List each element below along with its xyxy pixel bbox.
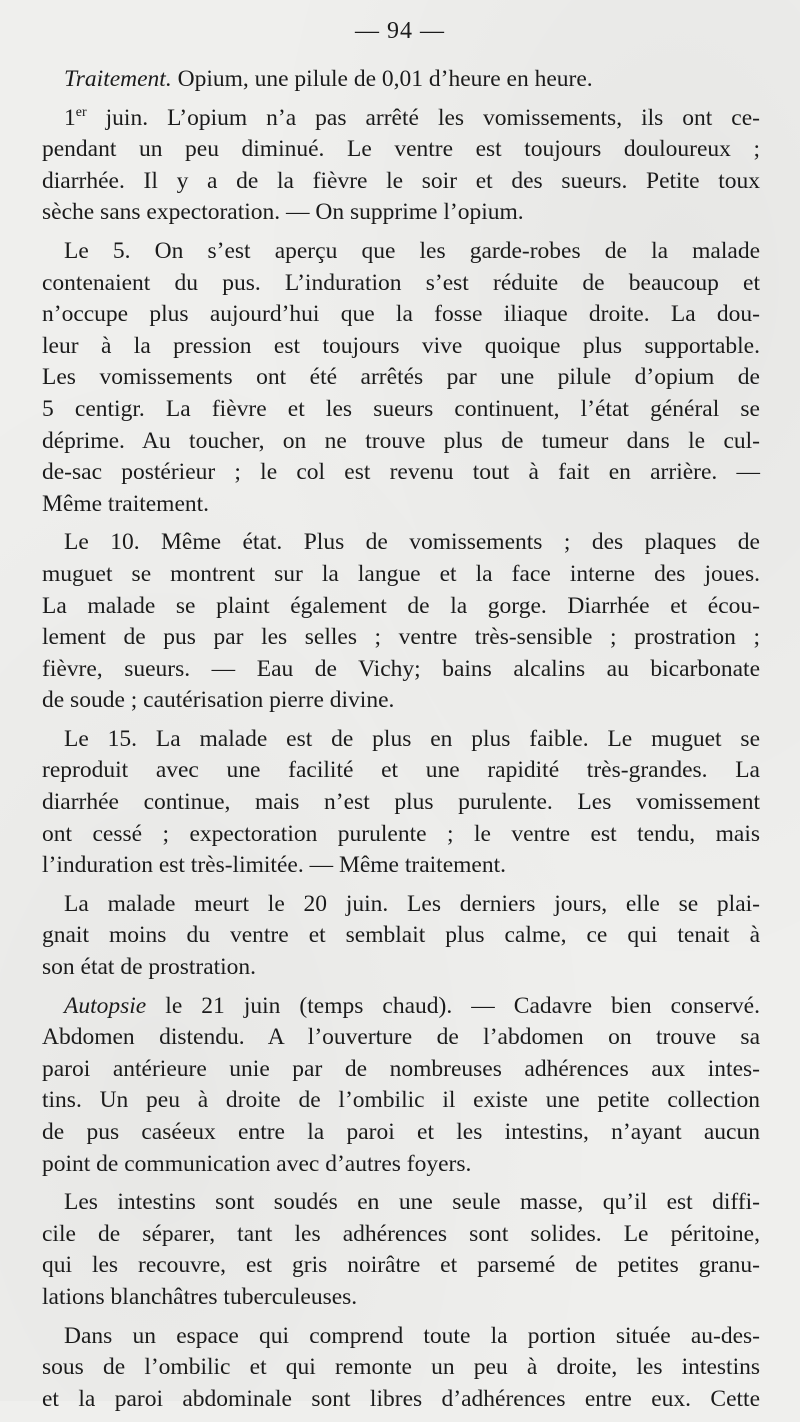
- text-line: sèche sans expectoration. — On supprime l’opium.: [42, 199, 524, 226]
- text-line: Abdomen distendu. A l’ouverture de l’abdomen on trouve sa: [42, 1024, 760, 1051]
- paragraph-treatment: [42, 64, 760, 96]
- text-line: son état de prostration.: [42, 954, 257, 981]
- run-in-heading: Autopsie: [64, 992, 147, 1019]
- paragraph-day-5: [42, 236, 760, 520]
- paragraph-day-10: [42, 527, 760, 717]
- page-number: — 94 —: [355, 18, 445, 44]
- text-line: leur à la pression est toujours vive quoique plus supportable.: [42, 332, 760, 359]
- text-line: Même traitement.: [42, 490, 210, 517]
- text-line: contenaient du pus. L’induration s’est réduite de beaucoup et: [42, 269, 760, 296]
- text-line: sous de l’ombilic et qui remonte un peu à droite, les intestins: [42, 1354, 760, 1381]
- paragraph-autopsy: [42, 991, 760, 1181]
- body-text: [42, 64, 760, 1422]
- text-line: n’occupe plus aujourd’hui que la fosse iliaque droite. La dou-: [42, 301, 760, 328]
- text-line: de soude ; cautérisation pierre divine.: [42, 687, 395, 714]
- run-in-heading: Traitement.: [64, 66, 172, 92]
- text-line: lement de pus par les selles ; ventre très-sensible ; prostration ;: [42, 624, 760, 651]
- paragraph-june-1: [42, 103, 760, 229]
- text-line: ont cessé ; expectoration purulente ; le ventre est tendu, mais: [42, 820, 760, 847]
- text-line: de pus caséeux entre la paroi et les intestins, n’ayant aucun: [42, 1119, 760, 1145]
- text-line: et la paroi abdominale sont libres d’adhérences entre eux. Cette: [42, 1385, 760, 1412]
- text-line: Le 15. La malade est de plus en plus faible. Le muguet se: [64, 725, 760, 752]
- text-line: déprime. Au toucher, on ne trouve plus de tumeur dans le cul-: [42, 427, 760, 454]
- text-line: diarrhée continue, mais n’est plus purulente. Les vomissement: [42, 789, 760, 816]
- text-line: qui les recouvre, est gris noirâtre et parsemé de petites granu-: [42, 1252, 760, 1279]
- text-line: La malade meurt le 20 juin. Les derniers jours, elle se plai-: [64, 890, 760, 917]
- text-line: tins. Un peu à droite de l’ombilic il existe une petite collection: [42, 1087, 760, 1114]
- text-line: pendant un peu diminué. Le ventre est toujours douloureux ;: [42, 136, 760, 163]
- ordinal-superscript: er: [75, 104, 87, 120]
- paragraph-death: [42, 889, 760, 984]
- text-line: reproduit avec une facilité et une rapidité très-grandes. La: [42, 757, 760, 784]
- text-line: de-sac postérieur ; le col est revenu tout à fait en arrière. —: [42, 459, 760, 486]
- text-line: lations blanchâtres tuberculeuses.: [42, 1283, 358, 1310]
- text-line: Dans un espace qui comprend toute la portion située au-des-: [64, 1322, 760, 1349]
- text-line: point de communication avec d’autres foyers.: [42, 1150, 472, 1177]
- text-line: Autopsie le 21 juin (temps chaud). — Cadavre bien conservé.: [64, 992, 760, 1019]
- text-line: Les intestins sont soudés en une seule masse, qu’il est diffi-: [64, 1189, 760, 1216]
- paragraph-space: [42, 1321, 760, 1416]
- paragraph-intestines: [42, 1187, 760, 1313]
- text-line: muguet se montrent sur la langue et la face interne des joues.: [42, 560, 760, 587]
- text-line: Traitement. Opium, une pilule de 0,01 d’heure en heure.: [64, 66, 593, 92]
- text-line: Le 5. On s’est aperçu que les garde-robes de la malade: [64, 237, 760, 264]
- text-line: La malade se plaint également de la gorge. Diarrhée et écou-: [42, 592, 760, 619]
- text-line: l’induration est très-limitée. — Même traitement.: [42, 852, 506, 879]
- paragraph-day-15: [42, 724, 760, 882]
- text-line: cile de séparer, tant les adhérences sont solides. Le péritoine,: [42, 1220, 760, 1247]
- text-line: Les vomissements ont été arrêtés par une pilule d’opium de: [42, 364, 760, 391]
- text-line: gnait moins du ventre et semblait plus calme, ce qui tenait à: [42, 922, 760, 949]
- text-line: 5 centigr. La fièvre et les sueurs continuent, l’état général se: [42, 395, 760, 422]
- text-line: Le 10. Même état. Plus de vomissements ; des plaques de: [64, 529, 760, 556]
- text-line: fièvre, sueurs. — Eau de Vichy; bains alcalins au bicarbonate: [42, 655, 760, 682]
- text-line: diarrhée. Il y a de la fièvre le soir et des sueurs. Petite toux: [42, 167, 760, 194]
- text-line: 1er juin. L’opium n’a pas arrêté les vomissements, ils ont ce-: [64, 104, 760, 131]
- text-line: paroi antérieure unie par de nombreuses adhérences aux intes-: [42, 1055, 760, 1082]
